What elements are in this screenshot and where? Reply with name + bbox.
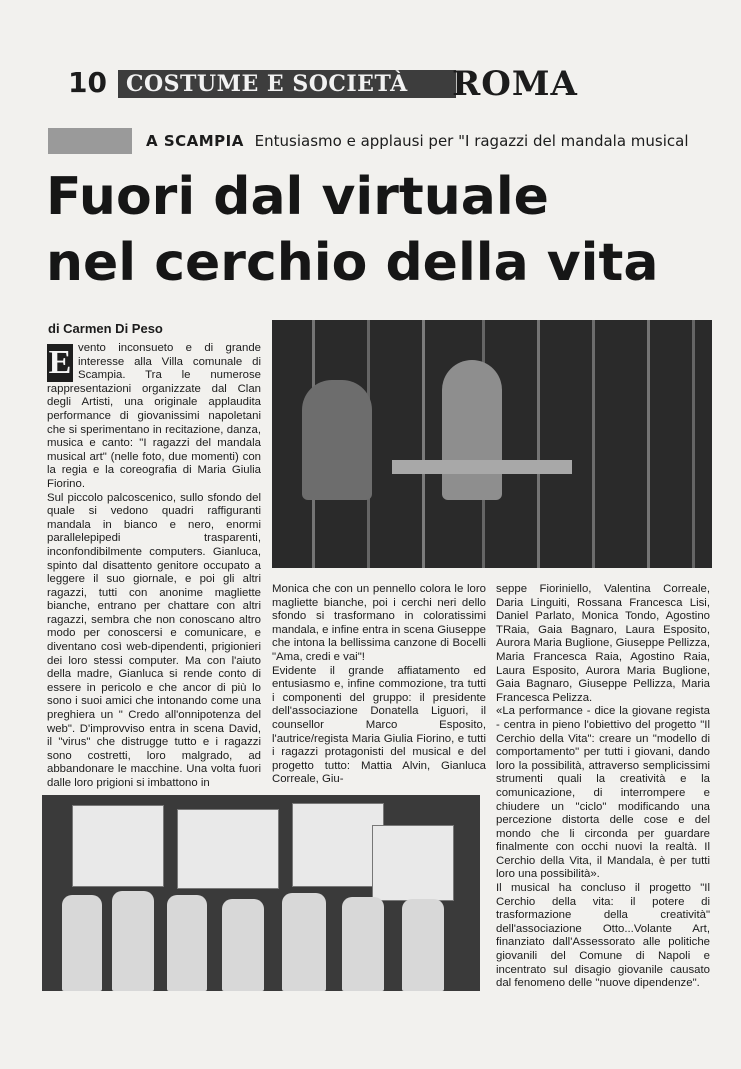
article-paragraph: Sul piccolo palcoscenico, sullo sfondo del quale si vedono quadri raffiguranti mandala in bianco e nero, enormi parallelepipedi trasparenti, inconfondibilmente computers. Gianluca, spinto dal disattento genitore occupato a leggere il suo giornale, e poi gli altri ragazzi, tutti con anonime magliette bianche, entrano per chattare con altri ragazzi, sembra che non conoscano altro modo per conoscersi e comunicare, e diventano così web-dipendenti, prigionieri dei loro stessi computer. Ma con l'aiuto della madre, Gianluca si rende conto di essere in pericolo e che ancor di più lo sono i suoi amici che intonando come una preghiera un " Credo all'onnipotenza del web". D'improvviso entra in scena David, il "virus" che distrugge tutto e i ragazzi sono costretti, loro malgrado, ad abbandonare le macchine. Una volta fuori dalle loro prigioni si imbattono in [47,491,261,789]
article-paragraph: Monica che con un pennello colora le loro magliette bianche, poi i cerchi neri dello sfondo si trasformano in coloratissimi mandala, e infine entra in scena Giuseppe che intona la bellissima canzone di Bocelli "Ama, credi e vai"! [272,583,486,663]
stage-photo [272,320,712,568]
article-column-3 [496,583,710,991]
kicker [146,132,689,150]
newspaper-name: ROMA [452,64,578,104]
article-paragraph: vento inconsueto e di grande interesse alla Villa comunale di Scampia. Tra le numerose rappresentazioni organizzate dal Clan degli Artisti, una originale applaudita performance di giovanissimi napoletani che si sperimentano in recitazione, danza, musica e canto: "I ragazzi del mandala musical art" (nelle foto, due momenti) con la regia e la coreografia di Maria Giulia Fiorino. [47,342,261,490]
section-label: COSTUME E SOCIETÀ [118,70,456,98]
article-column-2 [272,583,486,787]
article-paragraph: seppe Fioriniello, Valentina Correale, Daria Linguiti, Rossana Francesca Lisi, Daniel Parlato, Monica Tondo, Agostino TRaia, Gaia Bagnaro, Laura Esposito, Aurora Maria Buglione, Giuseppe Pellizza, Maria Francesca Raia, Agostino Raia, Laura Esposito, Aurora Maria Buglione, Gaia Bagnaro, Giuseppe Pellizza, Maria Francesca Pelizza. [496,583,711,704]
headline-line-1: Fuori dal virtuale [46,167,549,227]
kicker-text: Entusiasmo e applausi per "I ragazzi del mandala musical [254,132,689,150]
page-header [60,64,700,102]
kicker-bar [48,128,132,154]
byline: di Carmen Di Peso [48,321,163,336]
page-number: 10 [68,66,107,99]
article-paragraph: «La performance - dice la giovane regista - centra in pieno l'obiettivo del progetto "Il Cerchio della Vita": creare un "modello di comportamento" per tutti i giovani, dando loro la possibilità, attraverso semplicissimi strumenti quali la creatività e la comunicazione, di interrompere e chiudere un "ciclo" modificando una percezione distorta delle cose e del mondo che li circonda per guardare finalmente con occhi nuovi la realtà. Il Cerchio della Vita, il Mandala, è per tutti loro una possibilità». [496,705,710,881]
article-paragraph: Evidente il grande affiatamento ed entusiasmo e, infine commozione, tra tutti i componenti del gruppo: il presidente dell'associazione Donatella Liguori, il counsellor Marco Esposito, l'autrice/regista Maria Giulia Fiorino, e tutti i ragazzi protagonisti del musical e del progetto tutto: Mattia Alvin, Gianluca Correale, Giu- [272,664,486,786]
headline-line-2: nel cerchio della vita [46,233,659,293]
drop-cap: E [48,344,72,381]
kicker-location: A SCAMPIA [146,132,244,150]
mandala-photo [42,795,480,991]
article-paragraph: Il musical ha concluso il progetto "Il Cerchio della vita: il potere di trasformazione della creatività" dell'associazione Otto...Volante Art, finanziato dall'Assessorato alle politiche giovanili del Comune di Napoli e incentrato sul disagio giovanile causato dal fenomeno delle "nuove dipendenze". [496,882,710,990]
article-column-1 [47,342,261,791]
headline [46,164,716,296]
